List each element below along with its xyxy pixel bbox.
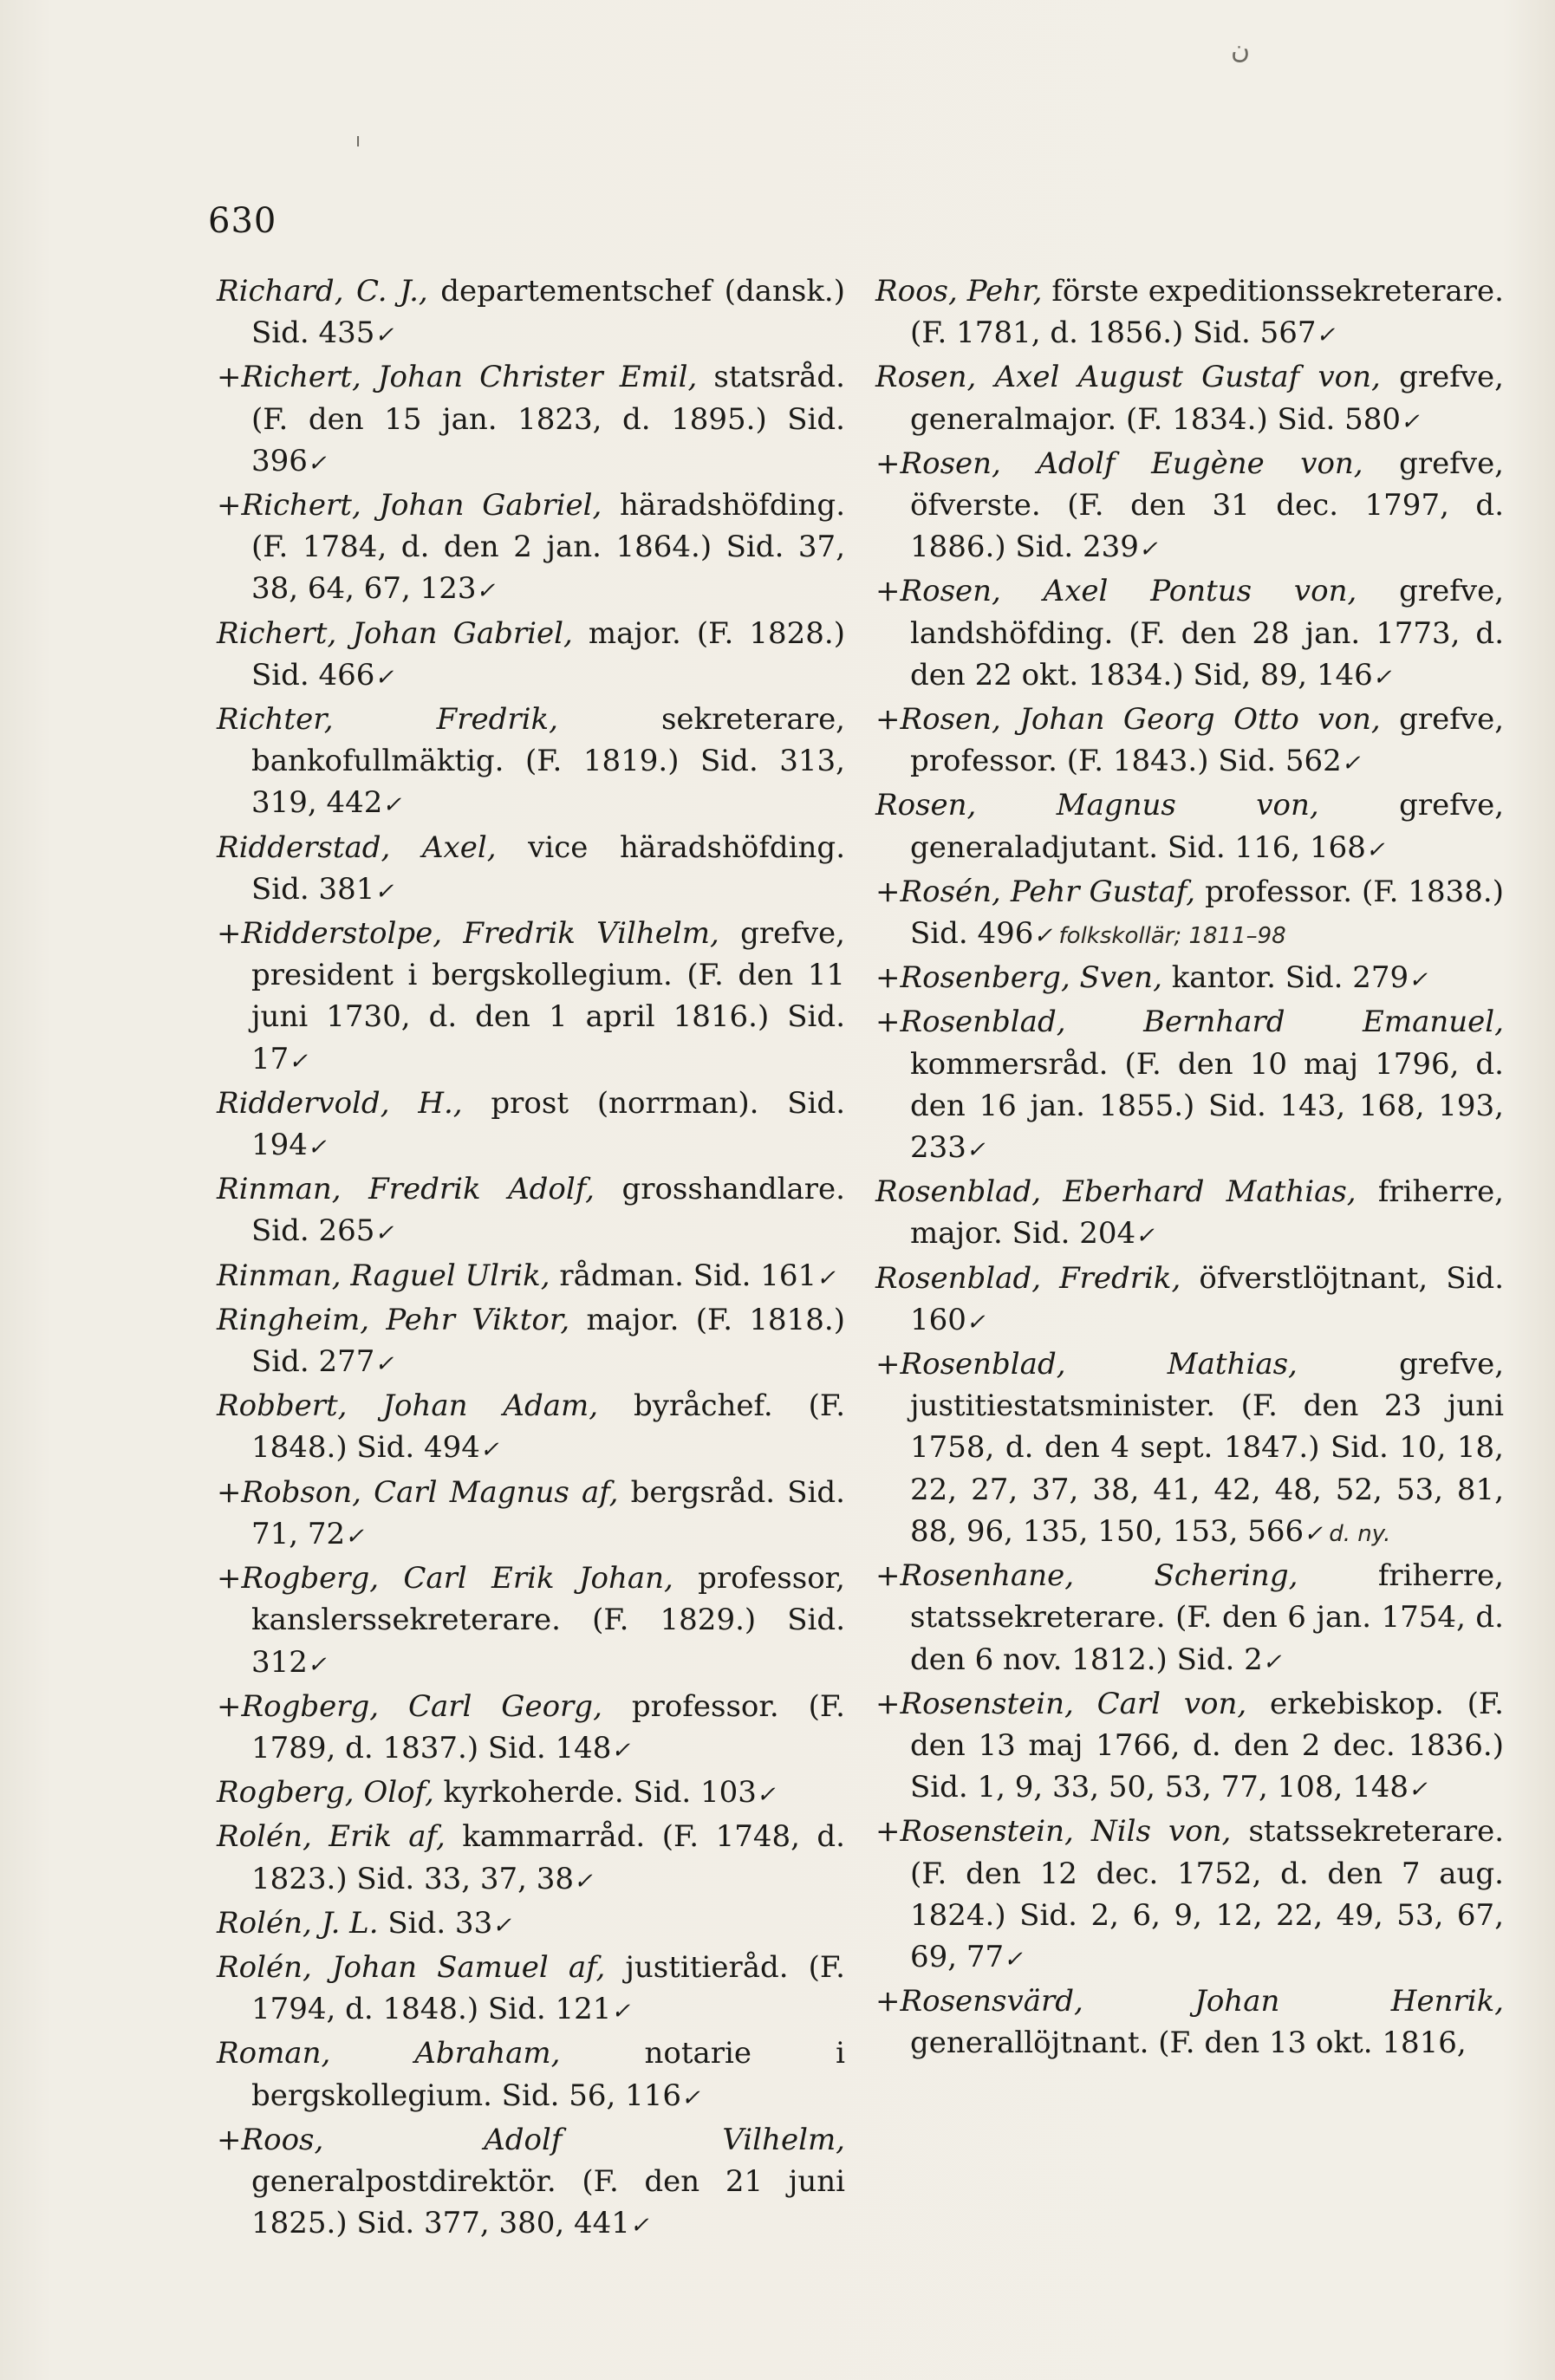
entry-body: departementschef (dansk.) Sid. 435 <box>251 274 845 351</box>
index-entry <box>217 699 845 827</box>
entry-check-mark: ✓ <box>611 1999 630 2026</box>
index-entry <box>217 1772 845 1816</box>
entry-dagger: + <box>875 1347 901 1382</box>
entry-check-mark: ✓ <box>681 2084 699 2111</box>
index-entry <box>875 1555 1504 1683</box>
entry-body: justitieråd. (F. 1794, d. 1848.) Sid. 121 <box>251 1949 845 2027</box>
entry-name: Rogberg, Carl Erik Johan, <box>241 1561 673 1596</box>
entry-check-mark: ✓ <box>1400 408 1419 435</box>
entry-name: Richert, Johan Gabriel, <box>241 488 602 523</box>
entry-body: sekreterare, bankofullmäktig. (F. 1819.) Sid. 313, 319, 442 <box>251 702 845 821</box>
entry-check-mark: ✓ <box>374 1220 394 1247</box>
entry-name: Roos, Adolf Vilhelm, <box>241 2122 845 2157</box>
entry-body: kyrkoherde. Sid. 103 <box>433 1775 757 1811</box>
page-number: 630 <box>208 201 277 241</box>
entry-body: grosshandlare. Sid. 265 <box>251 1172 845 1249</box>
entry-body: häradshöfding. (F. 1784, d. den 2 jan. 1864.) Sid. 37, 38, 64, 67, 123 <box>251 488 845 607</box>
entry-check-mark: ✓ <box>1304 1520 1322 1547</box>
entry-name: Riddervold, H., <box>217 1085 463 1121</box>
entry-check-mark: ✓ <box>1033 923 1052 950</box>
entry-check-mark: ✓ <box>1262 1648 1281 1675</box>
entry-check-mark: ✓ <box>492 1912 511 1939</box>
entry-body: öfverstlöjtnant, Sid. 160 <box>910 1260 1505 1337</box>
index-entry <box>217 1168 845 1254</box>
entry-name: Rosen, Johan Georg Otto von, <box>900 702 1381 738</box>
entry-body: grefve, generaladjutant. Sid. 116, 168 <box>910 788 1505 865</box>
index-entry <box>217 2119 845 2247</box>
index-entry <box>217 913 845 1083</box>
entry-check-mark: ✓ <box>345 1523 363 1550</box>
entry-check-mark: ✓ <box>476 578 495 605</box>
entry-check-mark: ✓ <box>307 1651 326 1678</box>
index-entry <box>217 1385 845 1471</box>
entry-check-mark: ✓ <box>479 1437 498 1464</box>
index-entry <box>875 1980 1504 2066</box>
entry-body: generallöjtnant. (F. den 13 okt. 1816, <box>910 2026 1467 2061</box>
entry-name: Rolén, J. L. <box>217 1905 379 1941</box>
entry-name: Robbert, Johan Adam, <box>217 1388 599 1424</box>
entry-body: statssekreterare. (F. den 12 dec. 1752, d. den 7 aug. 1824.) Sid. 2, 6, 9, 12, 22, 49, 53, 67, 69, 77 <box>910 1814 1504 1974</box>
entry-body: grefve, landshöfding. (F. den 28 jan. 1773, d. den 22 okt. 1834.) Sid, 89, 146 <box>910 574 1504 693</box>
index-entry <box>875 784 1504 870</box>
entry-body: kommersråd. (F. den 10 maj 1796, d. den 16 jan. 1855.) Sid. 143, 168, 193, 233 <box>910 1046 1504 1166</box>
entry-body: kammarråd. (F. 1748, d. 1823.) Sid. 33, 37, 38 <box>251 1819 845 1896</box>
entry-body: statsråd. (F. den 15 jan. 1823, d. 1895.) Sid. 396 <box>251 360 845 478</box>
index-entry <box>875 356 1504 442</box>
entry-dagger: + <box>875 445 901 481</box>
entry-name: Rosen, Adolf Eugène von, <box>900 445 1363 481</box>
entry-dagger: + <box>875 1686 901 1721</box>
entry-name: Rolén, Johan Samuel af, <box>217 1949 606 1985</box>
entry-body: professor. (F. 1789, d. 1837.) Sid. 148 <box>251 1688 845 1765</box>
entry-name: Richter, Fredrik, <box>217 702 558 738</box>
index-entry <box>875 699 1504 784</box>
index-entry <box>875 1343 1504 1555</box>
entry-name: Rinman, Fredrik Adolf, <box>217 1172 595 1207</box>
entry-name: Rosenhane, Schering, <box>900 1558 1298 1594</box>
entry-body: grefve, professor. (F. 1843.) Sid. 562 <box>910 702 1505 779</box>
entry-dagger: + <box>217 1474 242 1510</box>
entry-check-mark: ✓ <box>1372 664 1391 691</box>
entry-body: major. (F. 1818.) Sid. 277 <box>251 1302 845 1380</box>
index-entry <box>217 1686 845 1772</box>
index-entry <box>217 270 845 356</box>
entry-body: prost (norrman). Sid. 194 <box>251 1085 845 1163</box>
entry-dagger: + <box>875 1558 901 1594</box>
entry-check-mark: ✓ <box>374 664 394 691</box>
entry-handwritten-note: d. ny. <box>1321 1520 1391 1547</box>
index-entry <box>217 1472 845 1557</box>
index-entry <box>875 270 1504 356</box>
entry-name: Rolén, Erik af, <box>217 1819 446 1855</box>
entry-name: Rinman, Raguel Ulrik, <box>217 1258 550 1293</box>
entry-dagger: + <box>875 574 901 609</box>
entry-body: generalpostdirektör. (F. den 21 juni 1825.) Sid. 377, 380, 441 <box>251 2163 845 2241</box>
entry-body: friherre, statssekreterare. (F. den 6 jan. 1754, d. den 6 nov. 1812.) Sid. 2 <box>910 1558 1504 1677</box>
entry-dagger: + <box>875 874 901 909</box>
entry-body: grefve, öfverste. (F. den 31 dec. 1797, d. 1886.) Sid. 239 <box>910 445 1504 565</box>
entry-dagger: + <box>875 1005 901 1040</box>
entry-check-mark: ✓ <box>756 1782 775 1809</box>
entry-name: Rosenblad, Mathias, <box>900 1347 1298 1382</box>
entry-body: förste expeditionssekreterare. (F. 1781, d. 1856.) Sid. 567 <box>910 274 1504 351</box>
index-entry <box>875 570 1504 699</box>
left-column <box>217 270 845 2247</box>
right-column <box>875 270 1504 2067</box>
entry-name: Roman, Abraham, <box>217 2036 561 2071</box>
entry-name: Rosenberg, Sven, <box>900 960 1162 996</box>
entry-check-mark: ✓ <box>1341 751 1360 777</box>
entry-name: Rosen, Axel August Gustaf von, <box>875 360 1381 395</box>
index-entry <box>217 356 845 484</box>
entry-body: Sid. 33 <box>378 1905 493 1941</box>
entry-name: Rogberg, Olof, <box>217 1775 434 1811</box>
entry-body: friherre, major. Sid. 204 <box>910 1174 1504 1252</box>
entry-check-mark: ✓ <box>817 1265 835 1291</box>
entry-body: grefve, president i bergskollegium. (F. den 11 juni 1730, d. den 1 april 1816.) Sid. 17 <box>251 916 845 1076</box>
entry-check-mark: ✓ <box>1316 322 1335 349</box>
entry-check-mark: ✓ <box>374 1351 394 1378</box>
entry-check-mark: ✓ <box>374 322 394 349</box>
entry-dagger: + <box>875 1814 901 1850</box>
entry-body: kantor. Sid. 279 <box>1161 960 1409 996</box>
entry-name: Roos, Pehr, <box>875 274 1043 309</box>
index-entry <box>875 957 1504 1001</box>
index-entry <box>217 1299 845 1385</box>
entry-body: grefve, generalmajor. (F. 1834.) Sid. 580 <box>910 360 1504 437</box>
index-entry <box>875 1171 1504 1257</box>
entry-check-mark: ✓ <box>307 1135 326 1161</box>
entry-name: Richert, Johan Gabriel, <box>217 615 573 651</box>
entry-name: Rosenblad, Eberhard Mathias, <box>875 1174 1357 1210</box>
entry-name: Rogberg, Carl Georg, <box>241 1688 602 1724</box>
entry-name: Richard, C. J., <box>217 274 428 309</box>
entry-check-mark: ✓ <box>1135 1223 1154 1250</box>
index-entry <box>217 1947 845 2032</box>
entry-body: professor, kanslerssekreterare. (F. 1829.) Sid. 312 <box>251 1561 845 1680</box>
entry-body: rådman. Sid. 161 <box>550 1258 817 1293</box>
entry-name: Richert, Johan Christer Emil, <box>241 360 698 395</box>
index-entry <box>875 443 1504 571</box>
entry-name: Rosen, Axel Pontus von, <box>900 574 1357 609</box>
index-entry <box>875 1258 1504 1343</box>
entry-check-mark: ✓ <box>1409 967 1427 994</box>
entry-name: Rosenblad, Fredrik, <box>875 1260 1181 1296</box>
entry-body: erkebiskop. (F. den 13 maj 1766, d. den 2 dec. 1836.) Sid. 1, 9, 33, 50, 53, 77, 108, 148 <box>910 1686 1504 1805</box>
index-entry <box>217 827 845 913</box>
entry-dagger: + <box>217 1688 242 1724</box>
index-entry <box>217 1255 845 1299</box>
entry-name: Rosensvärd, Johan Henrik, <box>900 1984 1504 2019</box>
entry-body: professor. (F. 1838.) Sid. 496 <box>910 874 1504 952</box>
entry-check-mark: ✓ <box>374 878 394 905</box>
top-tick-mark: ı <box>355 130 361 152</box>
entry-handwritten-note: folkskollär; 1811–98 <box>1051 923 1286 950</box>
entry-check-mark: ✓ <box>966 1309 985 1336</box>
entry-check-mark: ✓ <box>573 1868 592 1895</box>
entry-name: Ridderstolpe, Fredrik Vilhelm, <box>241 916 719 952</box>
index-entry <box>217 1816 845 1902</box>
index-entry <box>875 1683 1504 1811</box>
entry-dagger: + <box>875 960 901 996</box>
entry-name: Rosenstein, Carl von, <box>900 1686 1247 1721</box>
index-entry <box>875 871 1504 957</box>
index-entry <box>217 1083 845 1168</box>
entry-name: Ringheim, Pehr Viktor, <box>217 1302 570 1337</box>
entry-dagger: + <box>217 916 242 952</box>
entry-name: Rosenblad, Bernhard Emanuel, <box>900 1005 1504 1040</box>
entry-check-mark: ✓ <box>382 792 401 819</box>
entry-body: major. (F. 1828.) Sid. 466 <box>251 615 845 693</box>
entry-check-mark: ✓ <box>629 2213 648 2240</box>
entry-check-mark: ✓ <box>1138 536 1157 563</box>
entry-check-mark: ✓ <box>1004 1946 1022 1973</box>
entry-check-mark: ✓ <box>289 1048 308 1075</box>
index-entry <box>217 2032 845 2118</box>
index-entry <box>217 484 845 613</box>
entry-name: Ridderstad, Axel, <box>217 829 497 865</box>
entry-body: vice häradshöfding. Sid. 381 <box>251 829 846 907</box>
entry-dagger: + <box>217 2122 242 2157</box>
entry-check-mark: ✓ <box>1408 1777 1427 1804</box>
entry-name: Robson, Carl Magnus af, <box>241 1474 619 1510</box>
entry-dagger: + <box>875 1984 901 2019</box>
entry-check-mark: ✓ <box>611 1737 630 1764</box>
entry-check-mark: ✓ <box>1365 836 1384 863</box>
entry-name: Rosen, Magnus von, <box>875 788 1319 823</box>
top-corner-mark: ن <box>1231 35 1251 65</box>
entry-dagger: + <box>217 488 242 523</box>
entry-name: Rosenstein, Nils von, <box>900 1814 1232 1850</box>
entry-body: bergsråd. Sid. 71, 72 <box>251 1474 845 1551</box>
entry-body: byråchef. (F. 1848.) Sid. 494 <box>251 1388 845 1466</box>
entry-body: grefve, justitiestatsminister. (F. den 23 juni 1758, d. den 4 sept. 1847.) Sid. 10, 18, 22, 27, 37, 38, 41, 42, 48, 52, 53, 81, 88, 96, 135, 150, 153, 566 <box>910 1347 1505 1549</box>
entry-name: Rosén, Pehr Gustaf, <box>900 874 1196 909</box>
index-entry <box>217 1557 845 1686</box>
entry-dagger: + <box>217 1561 242 1596</box>
entry-check-mark: ✓ <box>307 450 326 477</box>
entry-dagger: + <box>217 360 242 395</box>
index-entry <box>875 1001 1504 1171</box>
entry-body: notarie i bergskollegium. Sid. 56, 116 <box>251 2036 845 2113</box>
index-entry <box>875 1811 1504 1980</box>
index-entry <box>217 1902 845 1947</box>
index-entry <box>217 613 845 699</box>
entry-check-mark: ✓ <box>966 1137 985 1164</box>
entry-dagger: + <box>875 702 901 738</box>
